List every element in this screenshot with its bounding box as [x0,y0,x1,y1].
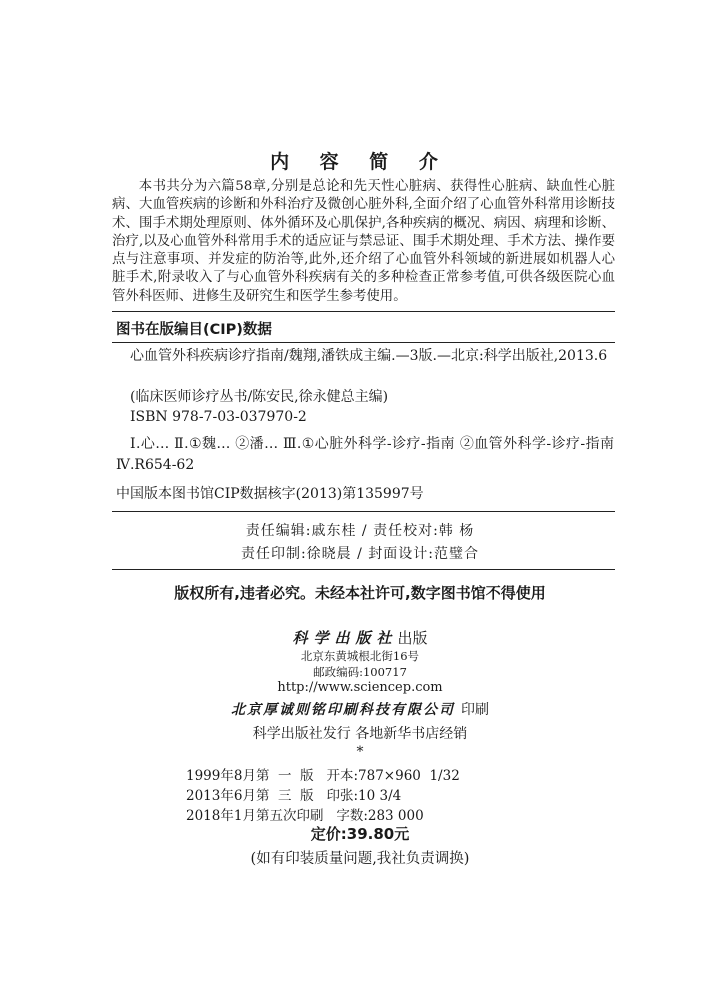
edition-line-2: 2013年6月第 三 版 印张:10 3/4 [186,788,402,804]
printer-line [0,699,720,719]
edition-line-3: 2018年1月第五次印刷 字数:283 000 [186,808,424,824]
intro-body: 本书共分为六篇58章,分别是总论和先天性心脏病、获得性心脏病、缺血性心脏病、大血管疾病的诊断和外科治疗及微创心脏外科,全面介绍了心血管外科常用诊断技术、围手术期处理原则、体外循环及心肌保护,各种疾病的概况、病因、病理和诊断、治疗,以及心血管外科常用手术的适应证与禁忌证、围手术期处理、手术方法、操作要点与注意事项、并发症的防治等,此外,还介绍了心血管外科领域的新进展如机器人心脏手术,附录收入了与心血管外科疾病有关的多种检查正常参考值,可供各级医院心血管外科医师、进修生及研究生和医学生参考使用。 [112,179,615,304]
printer-suffix: 印刷 [461,702,489,718]
divider-cip [112,342,615,343]
publisher-postcode: 邮政编码:100717 [313,665,407,679]
staff-editors: 责任编辑:戚东桂 / 责任校对:韩 杨 [245,523,475,539]
publisher-address: 北京东黄城根北街16号 [300,649,420,663]
divider-top [112,311,615,312]
distribution-line: 科学出版社发行 各地新华书店经销 [252,726,468,742]
cip-classification: Ⅰ.心… Ⅱ.①魏… ②潘… Ⅲ.①心脏外科学-诊疗-指南 ②血管外科学-诊疗-指南 Ⅳ.R654-62 [116,436,614,473]
publisher-url: http://www.sciencep.com [277,680,443,695]
divider-staff [112,511,615,512]
quality-note: (如有印装质量问题,我社负责调换) [250,851,470,867]
separator-star: * [356,744,364,760]
divider-copyright [112,569,615,570]
staff-production: 责任印制:徐晓晨 / 封面设计:范璧合 [240,546,480,562]
copyright-notice: 版权所有,违者必究。未经本社许可,数字图书馆不得使用 [174,584,546,602]
price: 定价:39.80元 [310,825,410,843]
cip-isbn: ISBN 978-7-03-037970-2 [130,409,307,425]
cip-library-record: 中国版本图书馆CIP数据核字(2013)第135997号 [116,486,424,502]
edition-line-1: 1999年8月第 一 版 开本:787×960 1/32 [186,768,460,784]
publisher-suffix: 出版 [397,629,428,647]
cip-series: (临床医师诊疗丛书/陈安民,徐永健总主编) [130,389,389,405]
printer-name: 北京厚诚则铭印刷科技有限公司 [231,702,455,718]
cip-record: 心血管外科疾病诊疗指南/魏翔,潘铁成主编.—3版.—北京:科学出版社,2013.6 [130,348,608,364]
publisher-line [0,627,720,648]
publisher-name: 科学出版社 [292,629,398,647]
cip-heading: 图书在版编目(CIP)数据 [116,322,272,338]
intro-title: 内 容 简 介 [270,151,450,173]
